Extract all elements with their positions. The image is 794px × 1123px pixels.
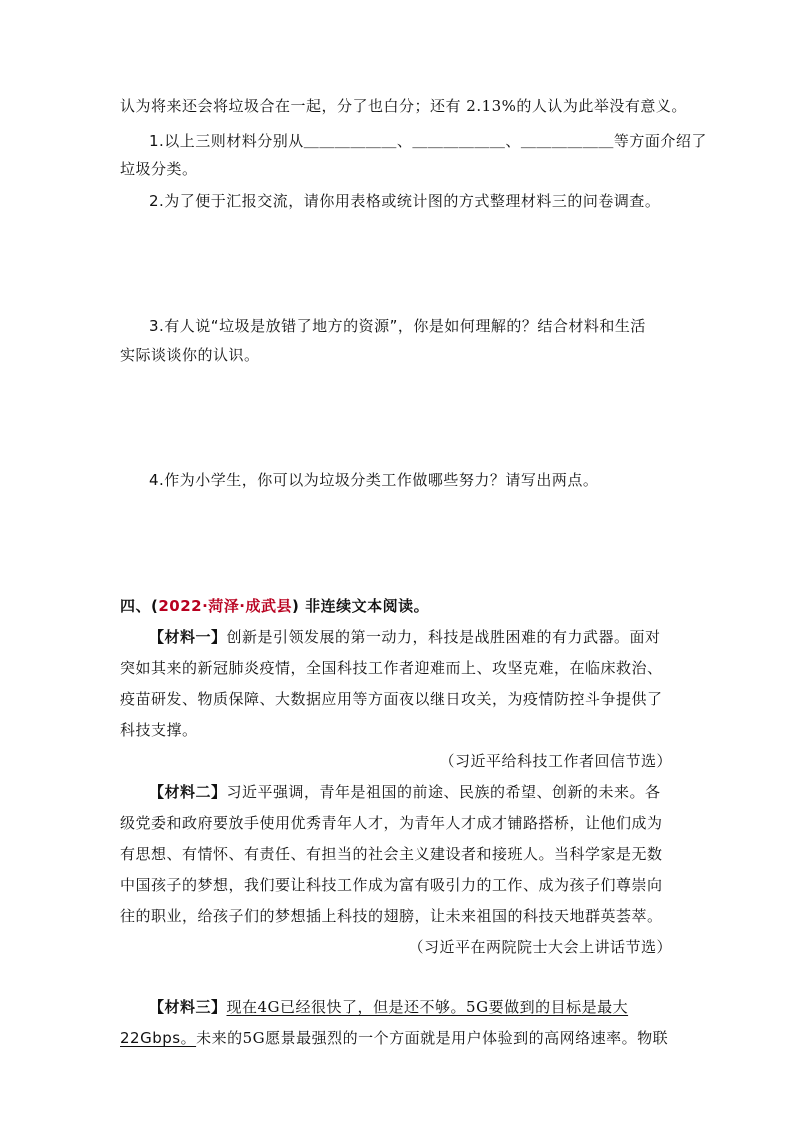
material-2-line [149,782,661,802]
material-2-line: 中国孩子的梦想，我们要让科技工作成为富有吸引力的工作、成为孩子们尊崇向 [120,876,663,894]
text-line: 认为将来还会将垃圾合在一起，分了也白分；还有 2.13%的人认为此举没有意义。 [120,97,687,115]
question-3-continued: 实际谈谈你的认识。 [120,346,260,364]
question-3: 3.有人说“垃圾是放错了地方的资源”，你是如何理解的？结合材料和生活 [149,317,646,335]
material-2-label: 【材料二】 [149,783,227,801]
material-1-line: 科技支撑。 [120,721,198,739]
material-1-source: （习近平给科技工作者回信节选） [439,752,672,770]
section-4-heading [120,596,429,616]
question-4: 4.作为小学生，你可以为垃圾分类工作做哪些努力？请写出两点。 [149,471,599,489]
material-2-line: 往的职业，给孩子们的梦想插上科技的翅膀，让未来祖国的科技天地群英荟萃。 [120,907,663,925]
material-3-line [120,1028,668,1048]
question-1-continued: 垃圾分类。 [120,160,198,178]
material-3-underlined: 22Gbps。 [120,1029,197,1047]
material-3-label: 【材料三】 [149,998,227,1016]
material-1-text: 创新是引领发展的第一动力，科技是战胜困难的有力武器。面对 [226,628,661,646]
material-2-line: 有思想、有情怀、有责任、有担当的社会主义建设者和接班人。当科学家是无数 [120,845,663,863]
material-1-line: 突如其来的新冠肺炎疫情，全国科技工作者迎难而上、攻坚克难，在临床救治、 [120,659,663,677]
question-1: 1.以上三则材料分别从＿＿＿＿＿＿、＿＿＿＿＿＿、＿＿＿＿＿＿等方面介绍了 [149,132,707,150]
section-source: 2022·菏泽·成武县 [158,597,293,615]
material-3-text: 现在4G已经很快了，但是还不够。5G要做到的目标是最大 [226,998,629,1016]
material-1-line [149,627,661,647]
material-3-line [149,997,628,1017]
material-2-source: （习近平在两院院士大会上讲话节选） [408,938,672,956]
material-1-line: 疫苗研发、物质保障、大数据应用等方面夜以继日攻关，为疫情防控斗争提供了 [120,690,663,708]
section-prefix: 四、( [120,597,159,615]
question-2: 2.为了便于汇报交流，请你用表格或统计图的方式整理材料三的问卷调查。 [149,192,661,210]
material-1-label: 【材料一】 [149,628,227,646]
material-2-line: 级党委和政府要放手使用优秀青年人才，为青年人才成才铺路搭桥，让他们成为 [120,814,663,832]
section-suffix: ) 非连续文本阅读。 [292,597,430,615]
material-3-text: 未来的5G愿景最强烈的一个方面就是用户体验到的高网络速率。物联 [196,1029,669,1047]
material-2-text: 习近平强调，青年是祖国的前途、民族的希望、创新的未来。各 [226,783,661,801]
